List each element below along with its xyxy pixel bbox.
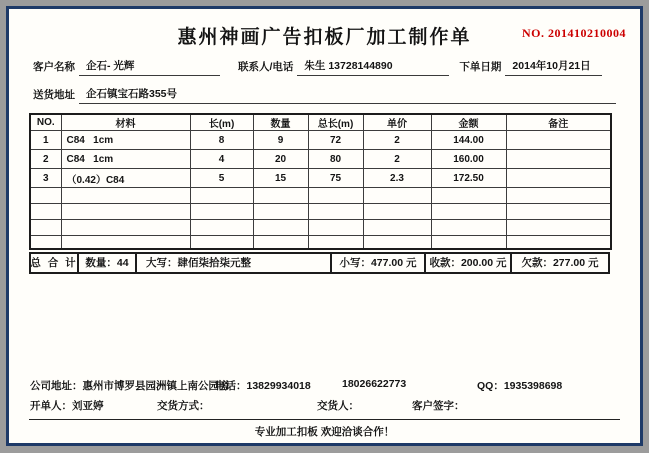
page-title: 惠州神画广告扣板厂加工制作单 bbox=[177, 27, 472, 48]
total-quantity: 数量：44 bbox=[79, 254, 137, 272]
col-header-material: 材料 bbox=[61, 114, 190, 131]
delivery-method-label: 交货方式： bbox=[157, 400, 210, 412]
signature-row bbox=[9, 398, 640, 418]
company-qq: QQ：1935398698 bbox=[477, 380, 563, 392]
cell-total-length: 80 bbox=[308, 150, 363, 169]
company-address: 公司地址：惠州市博罗县园洲镇上南公园旁 bbox=[30, 380, 230, 392]
issuer-name: 开单人：刘亚婷 bbox=[30, 400, 104, 412]
company-contact-row bbox=[9, 378, 640, 398]
footer-divider bbox=[29, 419, 620, 420]
cell-qty: 9 bbox=[253, 131, 308, 150]
cell-remark bbox=[506, 150, 611, 169]
order-number: NO. 201410210004 bbox=[522, 26, 626, 40]
empty-table-row bbox=[30, 236, 611, 249]
deliverer-label: 交货人： bbox=[317, 400, 359, 412]
info-row-1 bbox=[33, 58, 616, 76]
customer-name-value: 企石- 光辉 bbox=[79, 58, 220, 76]
cell-material: C84 1cm bbox=[61, 150, 190, 169]
cell-remark bbox=[506, 169, 611, 188]
order-date-label: 下单日期 bbox=[459, 61, 502, 73]
order-date-value: 2014年10月21日 bbox=[505, 58, 602, 76]
delivery-address-label: 送货地址 bbox=[33, 89, 75, 101]
work-order-document bbox=[6, 6, 643, 446]
info-row-2 bbox=[33, 86, 616, 104]
cell-length: 8 bbox=[190, 131, 253, 150]
contact-phone-value: 朱生 13728144890 bbox=[297, 58, 449, 76]
cell-length: 4 bbox=[190, 150, 253, 169]
cell-total-length: 72 bbox=[308, 131, 363, 150]
col-header-unit-price: 单价 bbox=[363, 114, 431, 131]
amount-owed: 欠款：277.00 元 bbox=[521, 257, 599, 269]
col-header-amount: 金额 bbox=[431, 114, 506, 131]
document-footer bbox=[9, 378, 640, 439]
empty-table-row bbox=[30, 220, 611, 236]
col-header-no: NO. bbox=[30, 114, 61, 131]
items-table bbox=[29, 113, 612, 250]
col-header-remark: 备注 bbox=[506, 114, 611, 131]
slogan-text: 专业加工扣板 欢迎洽谈合作！ bbox=[254, 426, 395, 438]
grand-total-label: 总 合 计 bbox=[31, 254, 79, 272]
cell-length: 5 bbox=[190, 169, 253, 188]
cell-amount: 172.50 bbox=[431, 169, 506, 188]
contact-phone-label: 联系人/电话 bbox=[238, 61, 294, 73]
amount-in-figures: 小写：477.00 元 bbox=[332, 254, 426, 272]
cell-qty: 20 bbox=[253, 150, 308, 169]
title-bar bbox=[9, 22, 640, 48]
col-header-qty: 数量 bbox=[253, 114, 308, 131]
cell-amount: 144.00 bbox=[431, 131, 506, 150]
cell-amount: 160.00 bbox=[431, 150, 506, 169]
customer-name-label: 客户名称 bbox=[33, 61, 75, 73]
table-row bbox=[30, 131, 611, 150]
cell-material: （0.42）C84 bbox=[61, 169, 190, 188]
cell-qty: 15 bbox=[253, 169, 308, 188]
table-row bbox=[30, 169, 611, 188]
cell-remark bbox=[506, 131, 611, 150]
cell-unit-price: 2 bbox=[363, 150, 431, 169]
cell-unit-price: 2.3 bbox=[363, 169, 431, 188]
cell-no: 2 bbox=[30, 150, 61, 169]
amount-in-words: 大写：肆佰柒拾柒元整 bbox=[137, 254, 332, 272]
delivery-address-value: 企石镇宝石路355号 bbox=[79, 86, 616, 104]
cell-total-length: 75 bbox=[308, 169, 363, 188]
order-info bbox=[33, 58, 616, 104]
col-header-total-length: 总长(m) bbox=[308, 114, 363, 131]
cell-no: 3 bbox=[30, 169, 61, 188]
empty-table-row bbox=[30, 188, 611, 204]
amount-received: 收款：200.00 元 bbox=[426, 254, 512, 272]
cell-unit-price: 2 bbox=[363, 131, 431, 150]
cell-material: C84 1cm bbox=[61, 131, 190, 150]
empty-table-row bbox=[30, 204, 611, 220]
table-header-row bbox=[30, 114, 611, 131]
customer-signature-label: 客户签字： bbox=[412, 400, 465, 412]
company-phone-1: 电话：13829934018 bbox=[215, 380, 311, 392]
totals-bar bbox=[29, 252, 610, 274]
items-table-wrap bbox=[29, 113, 610, 250]
table-row bbox=[30, 150, 611, 169]
col-header-length: 长(m) bbox=[190, 114, 253, 131]
cell-no: 1 bbox=[30, 131, 61, 150]
company-phone-2: 18026622773 bbox=[342, 378, 407, 390]
